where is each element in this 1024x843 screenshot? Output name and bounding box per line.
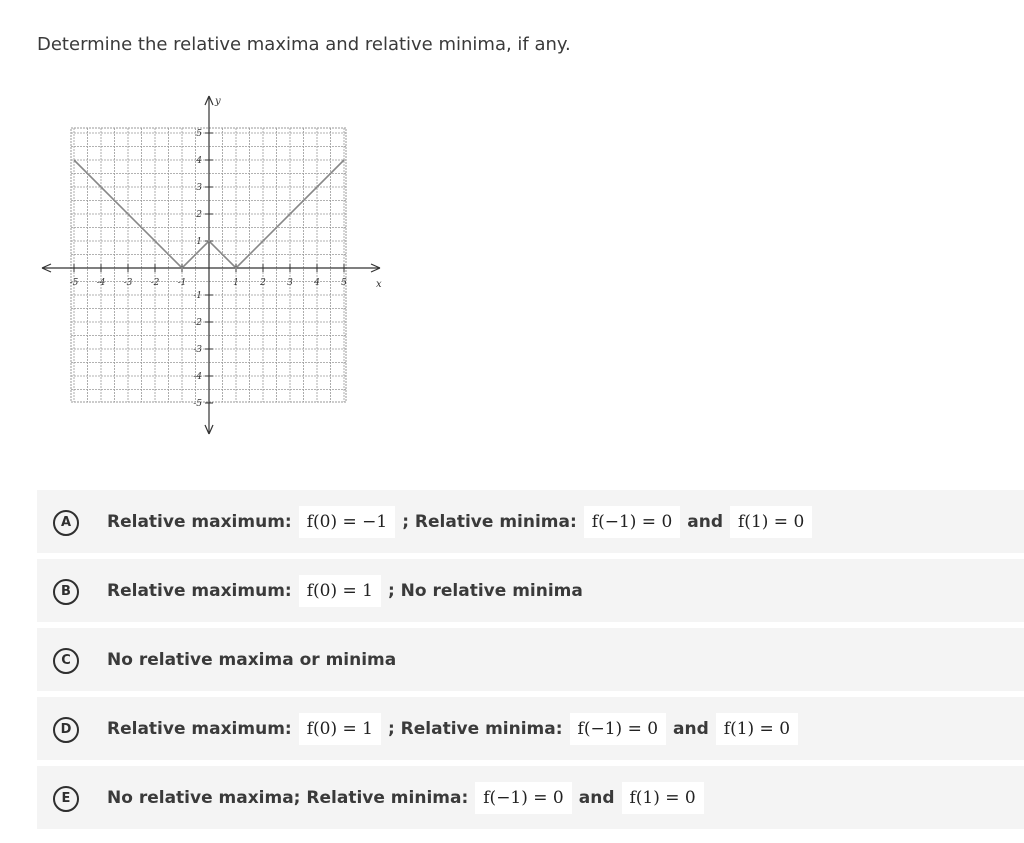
option-a[interactable]: [37, 490, 1024, 553]
function-graph: [36, 92, 388, 438]
x-tick-label: 4: [314, 278, 320, 288]
y-tick-label: -4: [193, 372, 202, 382]
option-e[interactable]: [37, 766, 1024, 829]
option-text-segment: ; Relative minima:: [402, 511, 577, 532]
question-text: Determine the relative maxima and relative minima, if any.: [37, 34, 571, 55]
option-text: [107, 628, 403, 691]
math-expression: f(−1) = 0: [570, 713, 666, 745]
option-letter-badge: D: [53, 717, 79, 743]
option-text: [107, 766, 711, 829]
option-letter-badge: C: [53, 648, 79, 674]
y-tick-label: -2: [193, 318, 202, 328]
option-text-segment: and: [687, 511, 724, 532]
option-b[interactable]: [37, 559, 1024, 622]
x-tick-label: -4: [96, 278, 106, 288]
graph-svg: [36, 92, 388, 438]
x-axis-label: x: [376, 279, 382, 290]
x-tick-label: 5: [341, 278, 347, 288]
option-text-segment: Relative maximum:: [107, 580, 292, 601]
option-letter-badge: A: [53, 510, 79, 536]
math-expression: f(−1) = 0: [584, 506, 680, 538]
option-text-segment: Relative maximum:: [107, 511, 292, 532]
y-tick-label: -5: [193, 399, 202, 409]
y-tick-label: -3: [193, 345, 202, 355]
x-tick-label: 1: [233, 278, 239, 288]
option-text: [107, 490, 819, 553]
y-tick-label: -1: [193, 291, 202, 301]
option-text-segment: No relative maxima; Relative minima:: [107, 787, 469, 808]
math-expression: f(1) = 0: [730, 506, 812, 538]
option-c[interactable]: [37, 628, 1024, 691]
y-tick-label: 2: [196, 210, 202, 220]
option-text-segment: ; No relative minima: [387, 580, 583, 601]
x-tick-label: 2: [260, 278, 266, 288]
x-tick-label: 3: [287, 278, 293, 288]
math-expression: f(1) = 0: [622, 782, 704, 814]
y-tick-label: 3: [196, 183, 202, 193]
y-axis-label: y: [215, 96, 221, 107]
option-text: [107, 697, 805, 760]
math-expression: f(1) = 0: [716, 713, 798, 745]
x-tick-label: -2: [150, 278, 160, 288]
x-tick-label: -5: [69, 278, 79, 288]
math-expression: f(−1) = 0: [475, 782, 571, 814]
option-text-segment: Relative maximum:: [107, 718, 292, 739]
x-tick-label: -1: [177, 278, 187, 288]
x-tick-label: -3: [123, 278, 133, 288]
option-letter-badge: B: [53, 579, 79, 605]
y-tick-label: 4: [196, 156, 202, 166]
option-text: [107, 559, 590, 622]
math-expression: f(0) = −1: [299, 506, 395, 538]
y-tick-label: 1: [196, 237, 202, 247]
option-text-segment: ; Relative minima:: [387, 718, 563, 739]
math-expression: f(0) = 1: [299, 575, 381, 607]
option-text-segment: and: [673, 718, 709, 739]
option-text-segment: and: [578, 787, 615, 808]
option-d[interactable]: [37, 697, 1024, 760]
y-tick-label: 5: [196, 129, 202, 139]
option-text-segment: No relative maxima or minima: [107, 649, 397, 670]
option-letter-badge: E: [53, 786, 79, 812]
math-expression: f(0) = 1: [299, 713, 381, 745]
